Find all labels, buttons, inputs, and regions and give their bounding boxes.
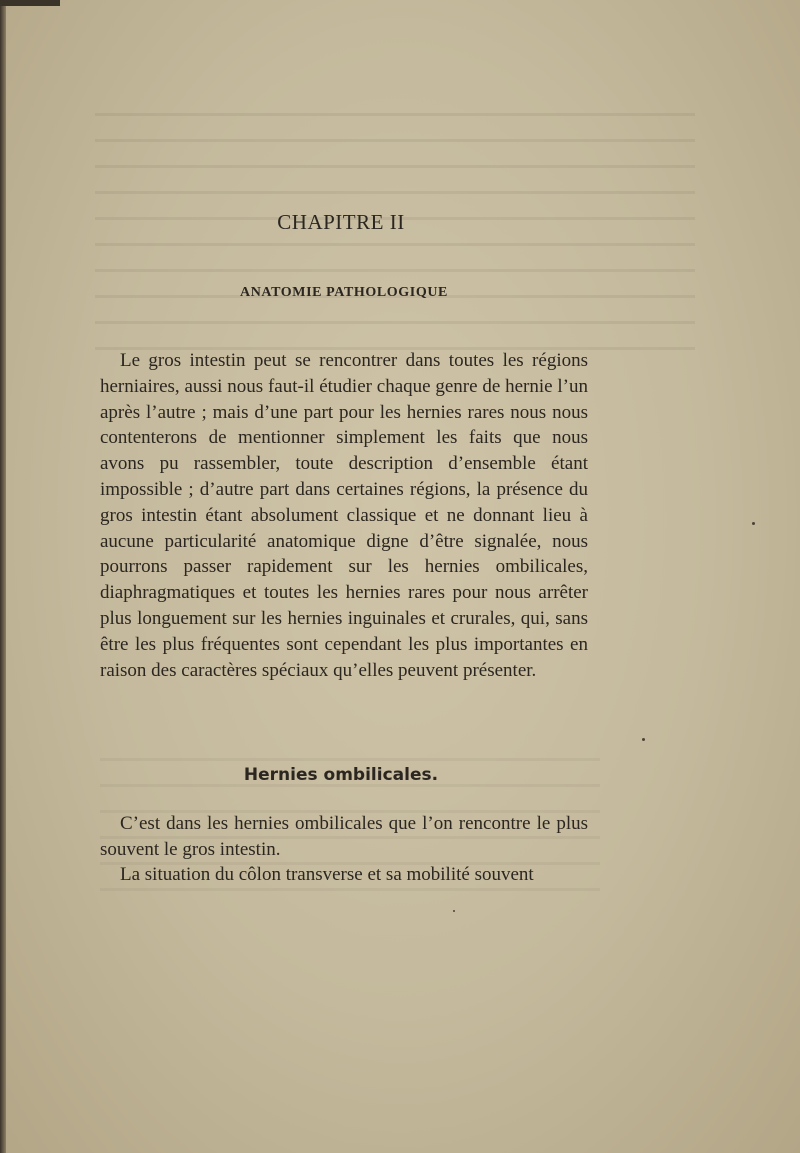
paper-speck (453, 910, 455, 912)
section-subtitle: ANATOMIE PATHOLOGIQUE (240, 285, 448, 300)
heading-hernies-ombilicales: Hernies ombilicales. (243, 765, 439, 785)
page-corner-shadow (0, 0, 60, 6)
paper-speck (642, 738, 645, 741)
paper-speck (752, 522, 755, 525)
chapter-title: CHAPITRE II (277, 210, 405, 234)
paragraph-colon: La situation du côlon transverse et sa mobilité souvent (120, 864, 534, 885)
paragraph-ombilicales: C’est dans les hernies ombilicales que l’on rencontre le plus souvent le gros intestin. (100, 813, 588, 860)
paragraph-intro: Le gros intestin peut se rencontrer dans toutes les régions herniaires, aussi nous faut-il étudier chaque genre de hernie l’un après l’autre ; mais d’une part pour les hernies rares nous nous contenterons de mentionner simplement les faits que nous avons pu rassembler, toute description d’ensemble étant impossible ; d’autre part dans certaines régions, la présence du gros intestin étant absolument classique et ne donnant lieu à aucune particularité anatomique digne d’être signalée, nous pourrons passer rapidement sur les hernies ombilicales, diaphragmatiques et toutes les hernies rares pour nous arrêter plus longuement sur les hernies inguinales et crurales, qui, sans être les plus fréquentes sont cependant les plus importantes en raison des caractères spéciaux qu’elles peuvent présenter. (100, 350, 588, 681)
page-edge-shadow (0, 0, 6, 1153)
